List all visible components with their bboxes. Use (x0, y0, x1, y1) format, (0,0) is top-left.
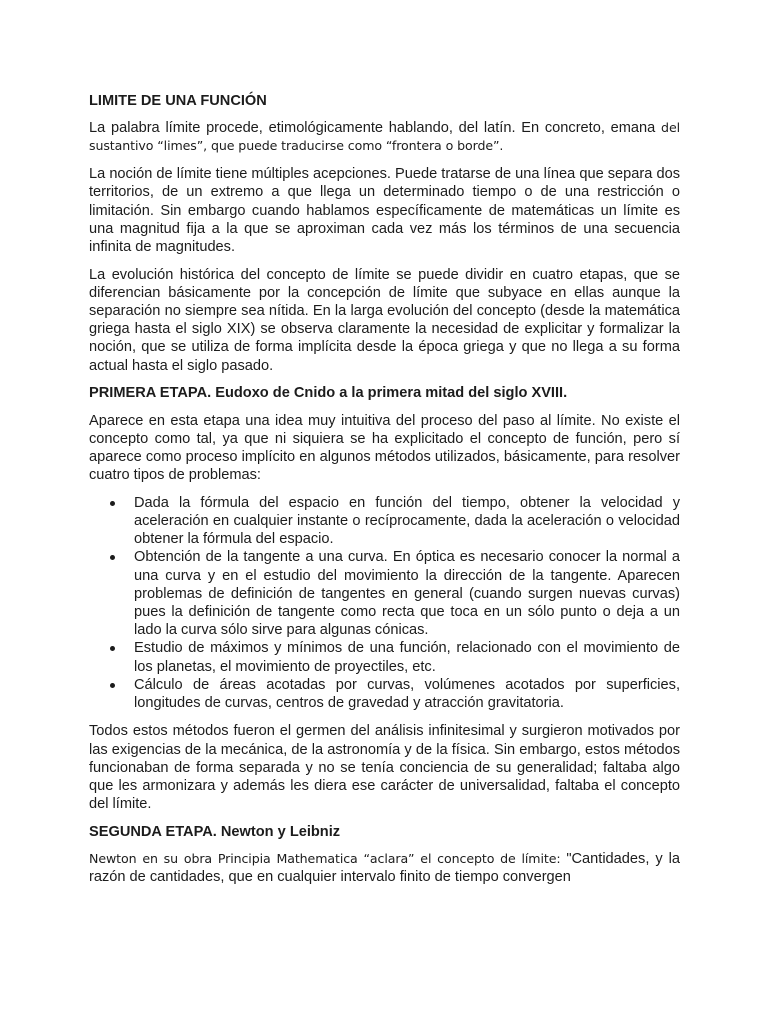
list-item-text: Estudio de máximos y mínimos de una función, relacionado con el movimiento de los planetas, el movimiento de proyectiles, etc. (134, 640, 680, 675)
paragraph-etymology (89, 119, 680, 155)
list-item (134, 676, 680, 712)
problem-list (89, 494, 680, 712)
paragraph-evolution: La evolución histórica del concepto de límite se puede dividir en cuatro etapas, que se diferencian básicamente por la concepción de límite que subyace en ellas aunque la separación no siempre sea nítida. En la larga evolución del concepto (desde la matemática griega hasta el siglo XIX) se observa claramente la necesidad de explicitar y formalizar la noción, que se utiliza de forma implícita desde la época griega y que no llega a su forma actual hasta el siglo pasado. (89, 266, 680, 374)
list-item-text: Dada la fórmula del espacio en función del tiempo, obtener la velocidad y aceleración en cualquier instante o recíprocamente, dada la aceleración o velocidad obtener la fórmula del espacio. (134, 494, 680, 548)
paragraph-newton (89, 850, 680, 886)
paragraph-newton-part1: Newton en su obra Principia Mathematica “aclara” el concepto de límite: (89, 851, 567, 867)
paragraph-germ: Todos estos métodos fueron el germen del análisis infinitesimal y surgieron motivados por las exigencias de la mecánica, de la astronomía y de la física. Sin embargo, estos métodos funcionaban de forma separada y no se tenía conciencia de su generalidad; faltaba algo que les armonizara y además les diera ese carácter de universalidad, faltaba el concepto del límite. (89, 723, 680, 813)
heading-second-stage: SEGUNDA ETAPA. Newton y Leibniz (89, 823, 341, 840)
paragraph-newton-part2: "Cantidades, y la razón de cantidades, que en cualquier intervalo finito de tiempo convergen (89, 851, 680, 886)
list-item-text: Cálculo de áreas acotadas por curvas, volúmenes acotados por superficies, longitudes de curvas, centros de gravedad y atracción gravitatoria. (134, 676, 680, 712)
document-title: LIMITE DE UNA FUNCIÓN (89, 93, 267, 109)
list-item (134, 548, 680, 639)
paragraph-etymology-part2: del sustantivo “limes”, que puede traducirse como “frontera o borde”. (89, 120, 680, 154)
paragraph-notion: La noción de límite tiene múltiples acepciones. Puede tratarse de una línea que separa dos territorios, de un extremo a que llega un determinado tiempo o de una restricción o limitación. Sin embargo cuando hablamos específicamente de matemáticas un límite es una magnitud fija a la que se aproximan cada vez más los términos de una secuencia infinita de magnitudes. (89, 166, 680, 255)
list-item (134, 639, 680, 675)
paragraph-etymology-part1: La palabra límite procede, etimológicamente hablando, del latín. En concreto, emana (89, 120, 662, 137)
list-item (134, 494, 680, 549)
paragraph-first-stage: Aparece en esta etapa una idea muy intuitiva del proceso del paso al límite. No existe el concepto como tal, ya que ni siquiera se ha explicitado el concepto de función, pero sí aparece como proceso implícito en algunos métodos utilizados, básicamente, para resolver cuatro tipos de problemas: (89, 412, 680, 484)
heading-first-stage: PRIMERA ETAPA. Eudoxo de Cnido a la primera mitad del siglo XVIII. (89, 385, 568, 402)
list-item-text: Obtención de la tangente a una curva. En óptica es necesario conocer la normal a una curva y en el estudio del movimiento la dirección de la tangente. Aparecen problemas de definición de tangentes en general (cuando surgen nuevas curvas) pues la definición de tangente como recta que toca en un sólo punto o deja a un lado la curva sólo sirve para algunas cónicas. (134, 549, 680, 639)
document-page (89, 84, 680, 886)
